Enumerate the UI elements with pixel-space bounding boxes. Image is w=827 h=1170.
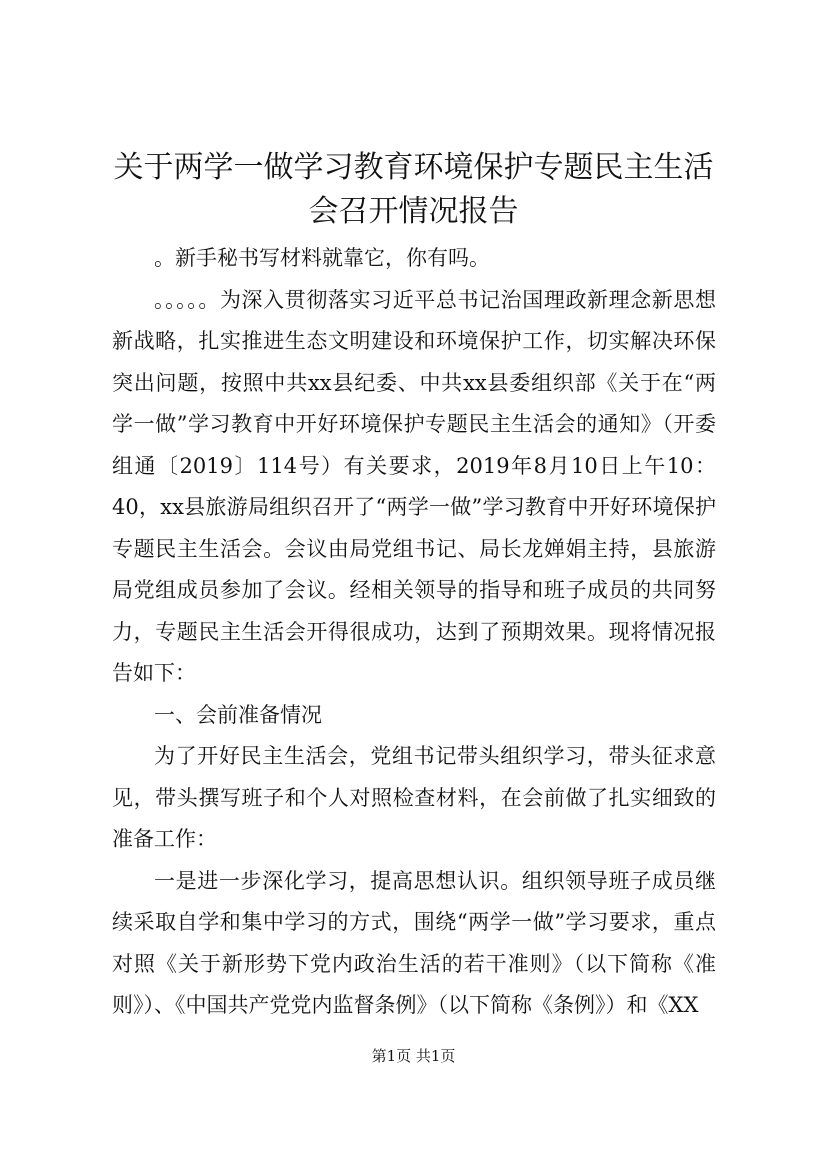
title-line-1: 关于两学一做学习教育环境保护专题民主生活 [113, 150, 714, 185]
paragraph-preparation: 为了开好民主生活会，党组书记带头组织学习，带头征求意见，带头撰写班子和个人对照检查材料，在会前做了扎实细致的准备工作： [112, 744, 716, 851]
section-heading-preparation: 一、会前准备情况 [154, 702, 322, 727]
paragraph-background: 。。。。。为深入贯彻落实习近平总书记治国理政新理念新思想新战略，扎实推进生态文明建设和环境保护工作，切实解决环保突出问题，按照中共xx县纪委、中共xx县委组织部《关于在“两学一做”学习教育中开好环境保护专题民主生活会的通知》（开委组通〔2019〕114号）有关要求，2019年8月10日上午10：40，xx县旅游局组织召开了“两学一做”学习教育中开好环境保护专题民主生活会。会议由局党组书记、局长龙婵娟主持，县旅游局党组成员参加了会议。经相关领导的指导和班子成员的共同努力，专题民主生活会开得很成功，达到了预期效果。现将情况报告如下： [112, 287, 716, 685]
document-body [112, 238, 716, 1027]
page-footer: 第1页 共1页 [371, 1047, 456, 1065]
title-line-2: 会召开情况报告 [308, 194, 519, 229]
paragraph-study: 一是进一步深化学习，提高思想认识。组织领导班子成员继续采取自学和集中学习的方式，围绕“两学一做”学习要求，重点对照《关于新形势下党内政治生活的若干准则》（以下简称《准则》）、《中国共产党党内监督条例》（以下简称《条例》）和《XX [112, 868, 716, 1017]
document-title [100, 146, 727, 234]
paragraph-intro: 。新手秘书写材料就靠它，你有吗。 [154, 246, 490, 270]
